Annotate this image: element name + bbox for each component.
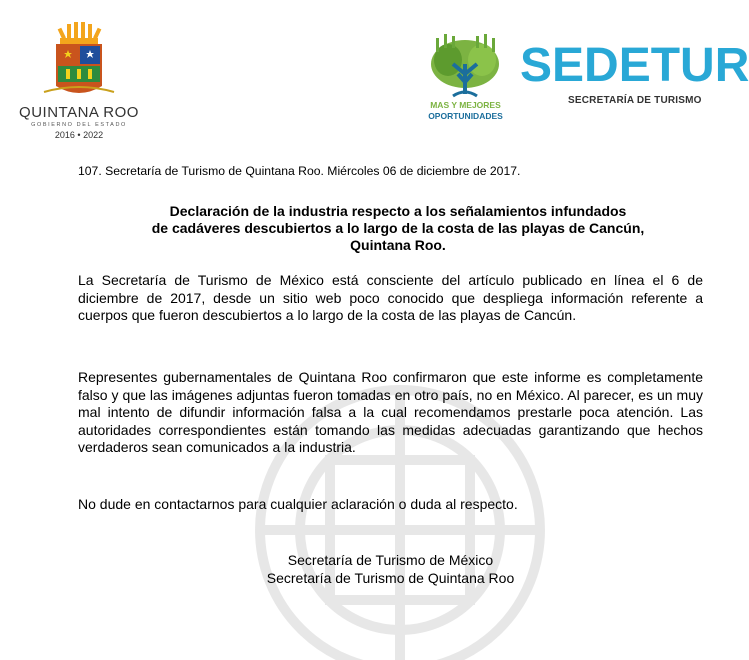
sedetur-logo-subtitle: SECRETARÍA DE TURISMO: [568, 95, 702, 106]
tree-logo: [418, 34, 513, 126]
title-line-3: Quintana Roo.: [350, 237, 446, 253]
paragraph-1: La Secretaría de Turismo de México está consciente del artículo publicado en línea el 6 de diciembre de 2017, desde un sitio web poco conocido que despliega información referente a cuerpos que fueron descubiertos a lo largo de la costa de las playas de Cancún.: [78, 272, 703, 323]
slogan-line2: OPORTUNIDADES: [428, 111, 503, 121]
quintana-roo-subtitle: GOBIERNO DEL ESTADO: [31, 122, 127, 128]
title-line-1: Declaración de la industria respecto a los señalamientos infundados: [169, 203, 627, 219]
quintana-roo-years: 2016 • 2022: [54, 130, 104, 140]
tree-icon: [418, 34, 513, 100]
paragraph-3: No dude en contactarnos para cualquier aclaración o duda al respecto.: [78, 496, 518, 512]
slogan-line1: MAS Y MEJORES: [430, 100, 501, 110]
signature-line-2: Secretaría de Turismo de Quintana Roo: [266, 569, 515, 586]
signature-line-1: Secretaría de Turismo de México: [287, 552, 494, 568]
sedetur-logo-title: SEDETUR: [520, 39, 749, 92]
document-intro: 107. Secretaría de Turismo de Quintana Roo. Miércoles 06 de diciembre de 2017.: [78, 164, 521, 178]
document-title: [78, 203, 718, 254]
quintana-roo-name: QUINTANA ROO: [19, 104, 139, 121]
quintana-roo-logo: [14, 22, 144, 144]
coat-of-arms-icon: [14, 22, 144, 104]
signature-block: [78, 552, 703, 587]
title-line-2: de cadáveres descubiertos a lo largo de la costa de las playas de Cancún,: [151, 220, 645, 236]
paragraph-2: Representes gubernamentales de Quintana Roo confirmaron que este informe es completamente falso y que las imágenes adjuntas fueron tomadas en otro país, no en México. Al parecer, es un muy mal intento de difundir información falsa a la cual recomendamos prestarle poca atención. Las autoridades correspondientes están tomando las medidas adecuadas garantizando que hechos verdaderos sean comunicados a la industria.: [78, 369, 703, 455]
